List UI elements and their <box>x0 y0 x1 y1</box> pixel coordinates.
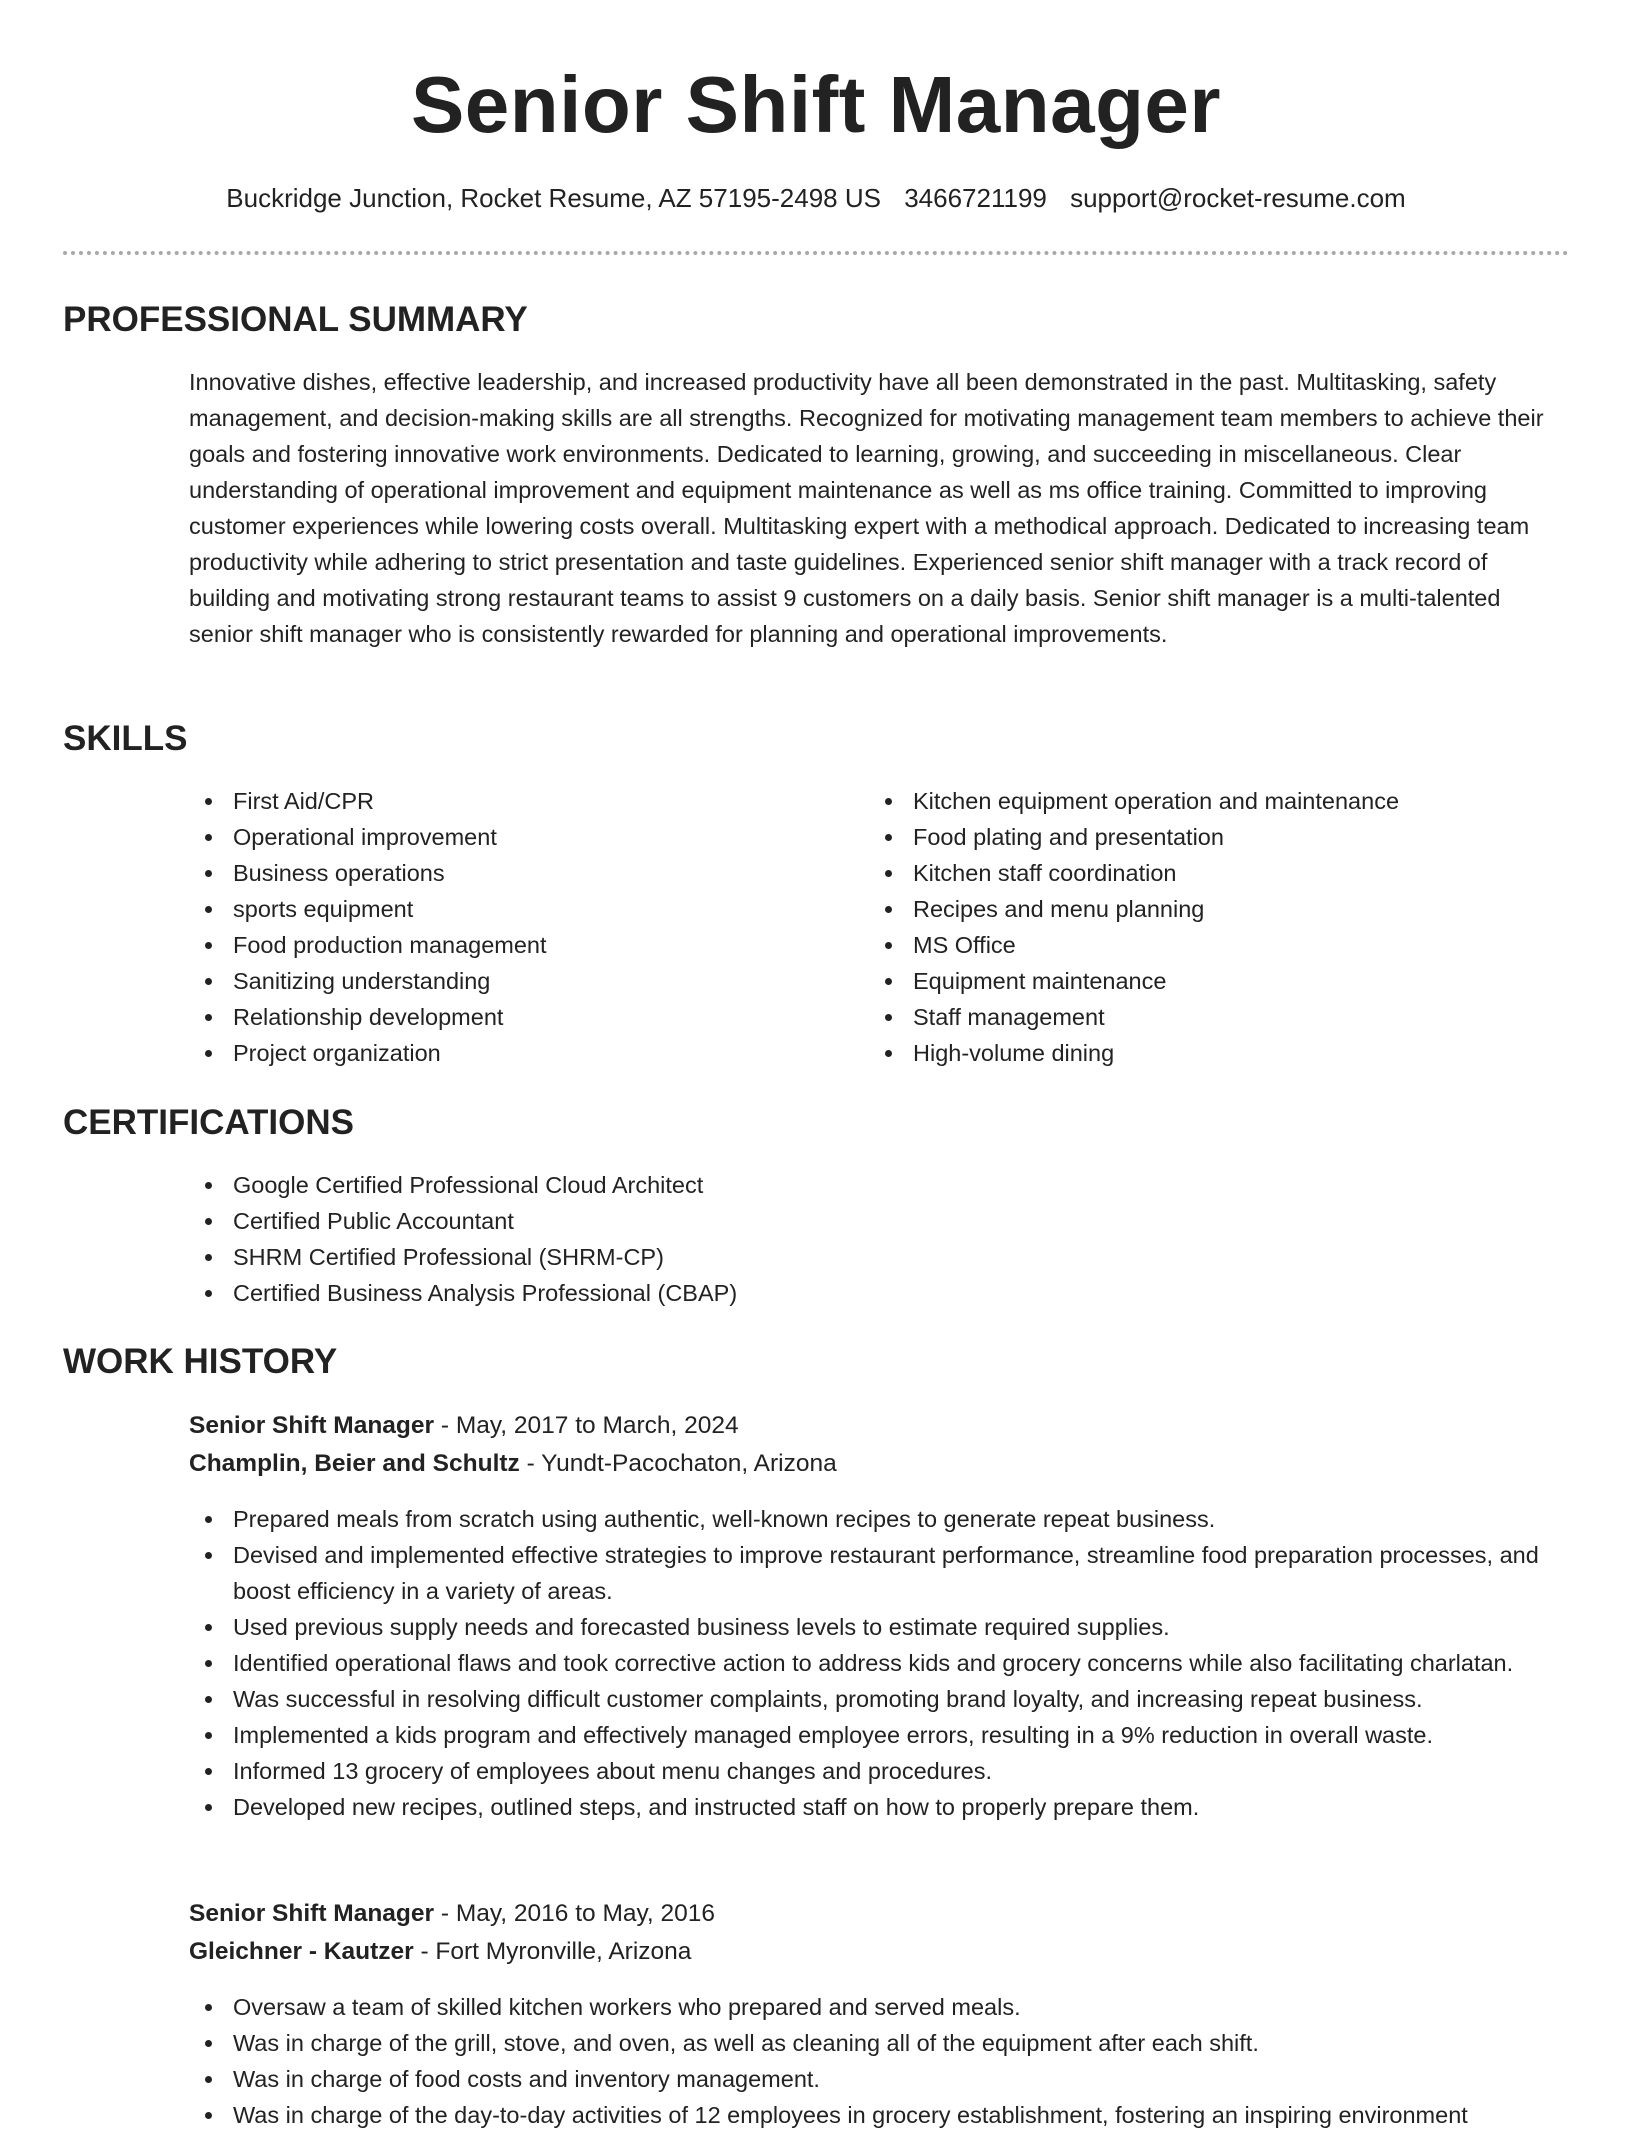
job-title-line <box>189 1895 715 1933</box>
header-divider <box>63 251 1569 255</box>
skill-item: Kitchen staff coordination <box>869 855 1569 891</box>
skills-list-left <box>189 783 849 1071</box>
contact-address: Buckridge Junction, Rocket Resume, AZ 57195-2498 US <box>226 183 881 213</box>
certification-item: Google Certified Professional Cloud Architect <box>189 1167 1569 1203</box>
section-heading-work-history: WORK HISTORY <box>63 1342 338 1381</box>
job-bullet: Used previous supply needs and forecasted business levels to estimate required supplies. <box>189 1609 1569 1645</box>
resume-title: Senior Shift Manager <box>410 60 1222 149</box>
contact-email: support@rocket-resume.com <box>1070 183 1406 213</box>
skill-item: First Aid/CPR <box>189 783 849 819</box>
job-bullet: Developed new recipes, outlined steps, and instructed staff on how to properly prepare them. <box>189 1789 1569 1825</box>
job-bullets <box>189 1501 1569 1825</box>
skill-item: High-volume dining <box>869 1035 1569 1071</box>
section-heading-skills: SKILLS <box>63 719 188 758</box>
job-company-line <box>189 1445 837 1483</box>
job-bullet: Oversaw a team of skilled kitchen workers who prepared and served meals. <box>189 1989 1569 2025</box>
job-bullet: Was successful in resolving difficult customer complaints, promoting brand loyalty, and increasing repeat business. <box>189 1681 1569 1717</box>
job-company: Champlin, Beier and Schultz <box>189 1450 520 1477</box>
job-title-line <box>189 1407 739 1445</box>
job-title: Senior Shift Manager <box>189 1412 435 1439</box>
skill-item: Food production management <box>189 927 849 963</box>
job-title: Senior Shift Manager <box>189 1900 435 1927</box>
job-company-line <box>189 1933 691 1971</box>
section-heading-summary: PROFESSIONAL SUMMARY <box>63 300 528 339</box>
certification-item: Certified Business Analysis Professional (CBAP) <box>189 1275 1569 1311</box>
skills-list-right <box>869 783 1569 1071</box>
section-heading-certifications: CERTIFICATIONS <box>63 1103 355 1142</box>
skill-item: sports equipment <box>189 891 849 927</box>
skill-item: Relationship development <box>189 999 849 1035</box>
certification-item: SHRM Certified Professional (SHRM-CP) <box>189 1239 1569 1275</box>
contact-phone: 3466721199 <box>904 183 1047 213</box>
skill-item: Equipment maintenance <box>869 963 1569 999</box>
job-bullet: Identified operational flaws and took corrective action to address kids and grocery concerns while also facilitating charlatan. <box>189 1645 1569 1681</box>
job-bullet: Prepared meals from scratch using authentic, well-known recipes to generate repeat business. <box>189 1501 1569 1537</box>
summary-text: Innovative dishes, effective leadership, and increased productivity have all been demonstrated in the past. Multitasking, safety management, and decision-making skills are all strengths. Recognized for motivating management team members to achieve their goals and fostering innovative work environments. Dedicated to learning, growing, and succeeding in miscellaneous. Clear understanding of operational improvement and equipment maintenance as well as ms office training. Committed to improving customer experiences while lowering costs overall. Multitasking expert with a methodical approach. Dedicated to increasing team productivity while adhering to strict presentation and taste guidelines. Experienced senior shift manager with a track record of building and motivating strong restaurant teams to assist 9 customers on a daily basis. Senior shift manager is a multi-talented senior shift manager who is consistently rewarded for planning and operational improvements. <box>189 369 1544 647</box>
skill-item: Operational improvement <box>189 819 849 855</box>
job-location: - Yundt-Pacochaton, Arizona <box>519 1450 837 1477</box>
job-dates: - May, 2017 to March, 2024 <box>434 1412 739 1439</box>
certifications-list <box>189 1167 1569 1311</box>
job-bullet: Was in charge of food costs and inventory management. <box>189 2061 1569 2097</box>
job-bullet: Implemented a kids program and effectively managed employee errors, resulting in a 9% reduction in overall waste. <box>189 1717 1569 1753</box>
skill-item: Project organization <box>189 1035 849 1071</box>
skill-item: MS Office <box>869 927 1569 963</box>
job-bullet: Was in charge of the day-to-day activities of 12 employees in grocery establishment, fostering an inspiring environment <box>189 2097 1569 2133</box>
job-dates: - May, 2016 to May, 2016 <box>434 1900 716 1927</box>
job-bullet: Devised and implemented effective strategies to improve restaurant performance, streamline food preparation processes, and boost efficiency in a variety of areas. <box>189 1537 1569 1609</box>
certification-item: Certified Public Accountant <box>189 1203 1569 1239</box>
skill-item: Staff management <box>869 999 1569 1035</box>
job-company: Gleichner - Kautzer <box>189 1938 414 1965</box>
skill-item: Business operations <box>189 855 849 891</box>
contact-line <box>0 180 1632 216</box>
skill-item: Kitchen equipment operation and maintenance <box>869 783 1569 819</box>
skill-item: Food plating and presentation <box>869 819 1569 855</box>
skill-item: Recipes and menu planning <box>869 891 1569 927</box>
job-bullet: Informed 13 grocery of employees about menu changes and procedures. <box>189 1753 1569 1789</box>
job-location: - Fort Myronville, Arizona <box>413 1938 692 1965</box>
job-bullets <box>189 1989 1569 2128</box>
skill-item: Sanitizing understanding <box>189 963 849 999</box>
job-bullet: Was in charge of the grill, stove, and oven, as well as cleaning all of the equipment after each shift. <box>189 2025 1569 2061</box>
